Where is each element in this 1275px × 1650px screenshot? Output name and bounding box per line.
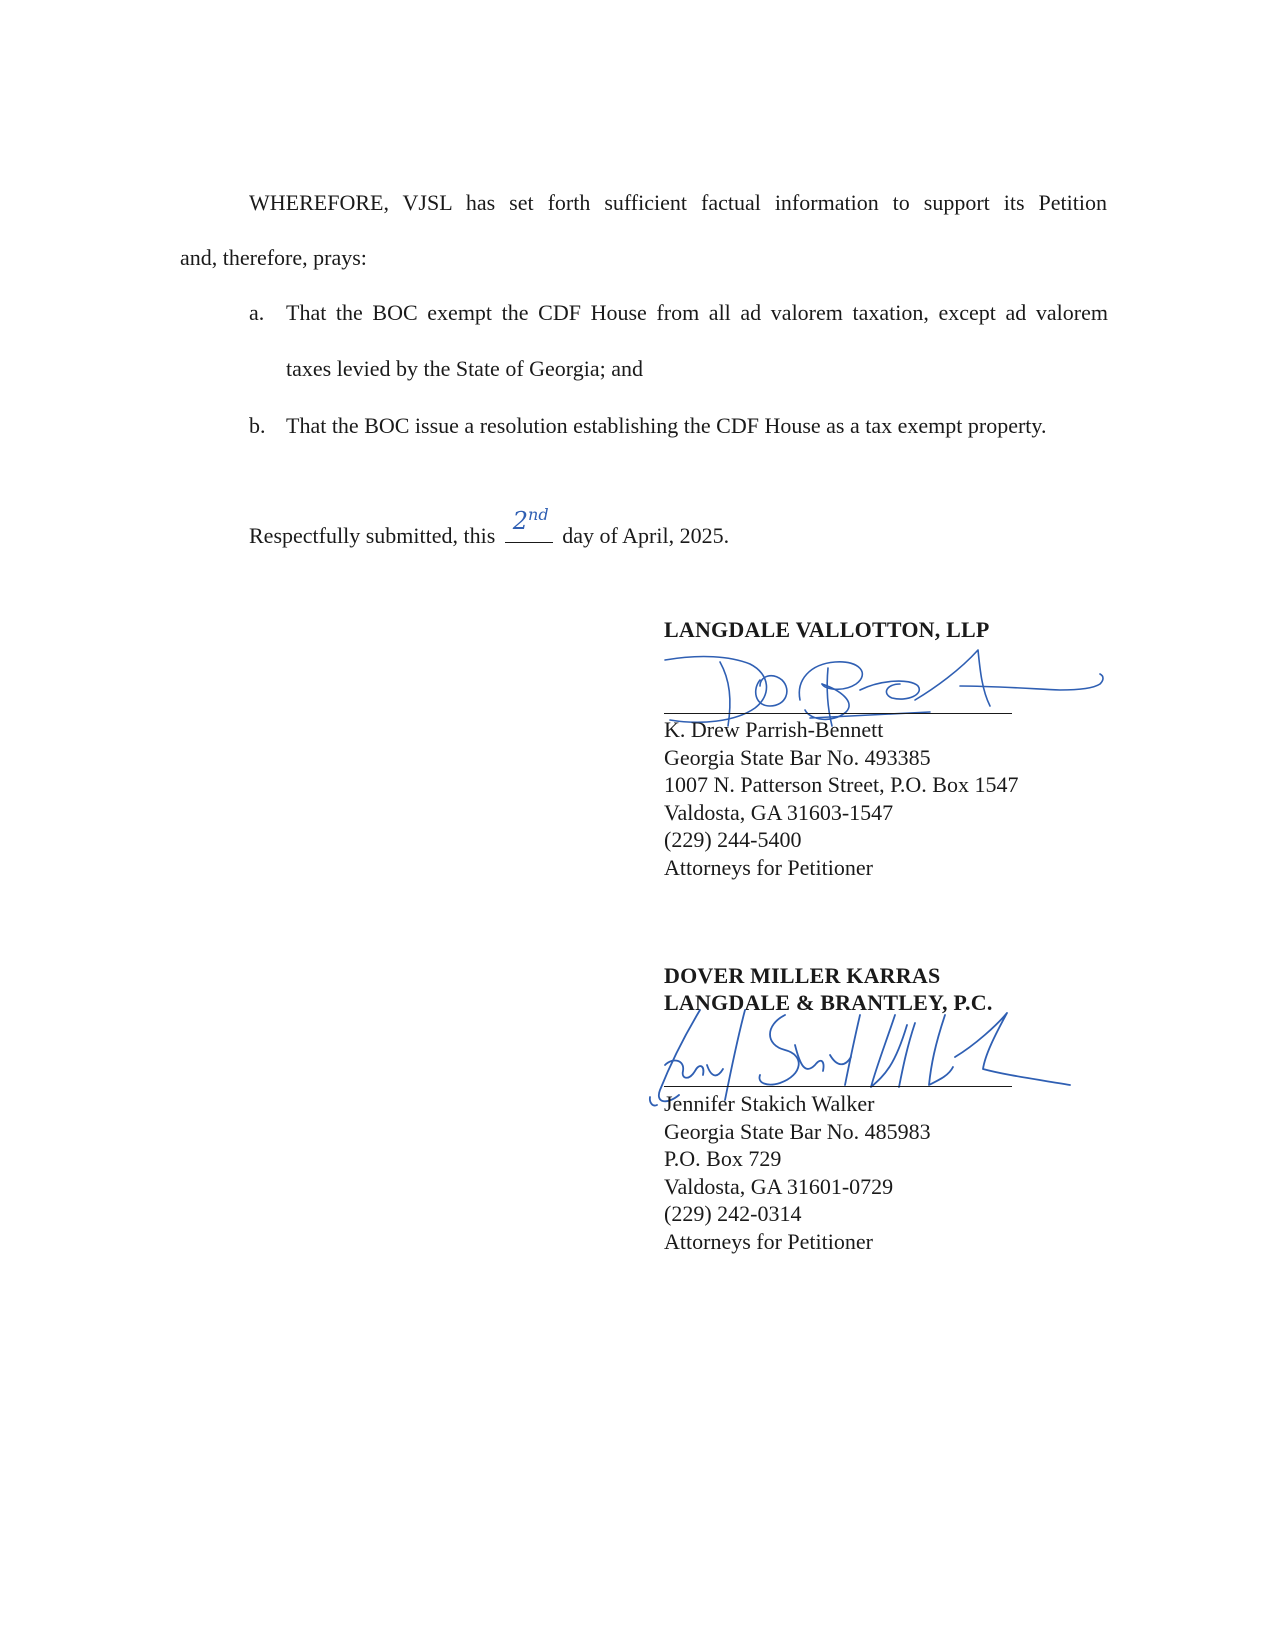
signature-line-2 [664, 1086, 1012, 1087]
bar-number-1: Georgia State Bar No. 493385 [664, 744, 931, 770]
handwritten-day-number: 2 [512, 507, 529, 535]
address-line2-1: Valdosta, GA 31603-1547 [664, 799, 894, 825]
signature-line-1 [664, 713, 1012, 714]
submitted-prefix: Respectfully submitted, this [249, 523, 496, 548]
role-1: Attorneys for Petitioner [664, 854, 873, 880]
submitted-suffix: day of April, 2025. [562, 523, 730, 548]
phone-2: (229) 242-0314 [664, 1201, 802, 1226]
bar-number-2: Georgia State Bar No. 485983 [664, 1118, 931, 1144]
address-line1-2: P.O. Box 729 [664, 1146, 782, 1171]
firm-name-dover-miller-karras-line2: LANGDALE & BRANTLEY, P.C. [664, 990, 993, 1015]
signature-block-1 [664, 716, 1018, 881]
address-line1-1: 1007 N. Patterson Street, P.O. Box 1547 [664, 772, 1019, 797]
submitted-line [249, 505, 730, 549]
wherefore-paragraph-line2: and, therefore, prays: [180, 245, 367, 270]
phone-1: (229) 244-5400 [664, 827, 802, 852]
firm-name-langdale-vallotton: LANGDALE VALLOTTON, LLP [664, 617, 990, 642]
item-a-text-line2: taxes levied by the State of Georgia; and [286, 356, 643, 381]
role-2: Attorneys for Petitioner [664, 1228, 873, 1254]
attorney-name-1: K. Drew Parrish-Bennett [664, 717, 884, 742]
signature-block-2 [664, 1090, 931, 1255]
handwritten-day-suffix: nd [528, 505, 549, 524]
wherefore-paragraph-line1: WHEREFORE, VJSL has set forth sufficient factual information to support its Petition [249, 190, 1107, 215]
item-b-marker: b. [249, 413, 266, 438]
item-b-text: That the BOC issue a resolution establishing the CDF House as a tax exempt property. [286, 413, 1047, 438]
address-line2-2: Valdosta, GA 31601-0729 [664, 1173, 894, 1199]
attorney-name-2: Jennifer Stakich Walker [664, 1091, 875, 1116]
firm-name-dover-miller-karras-line1: DOVER MILLER KARRAS [664, 963, 941, 988]
item-a-text-line1: That the BOC exempt the CDF House from all ad valorem taxation, except ad valorem [286, 300, 1108, 325]
day-blank [505, 505, 553, 543]
handwritten-day [513, 502, 549, 534]
item-a-marker: a. [249, 300, 265, 325]
